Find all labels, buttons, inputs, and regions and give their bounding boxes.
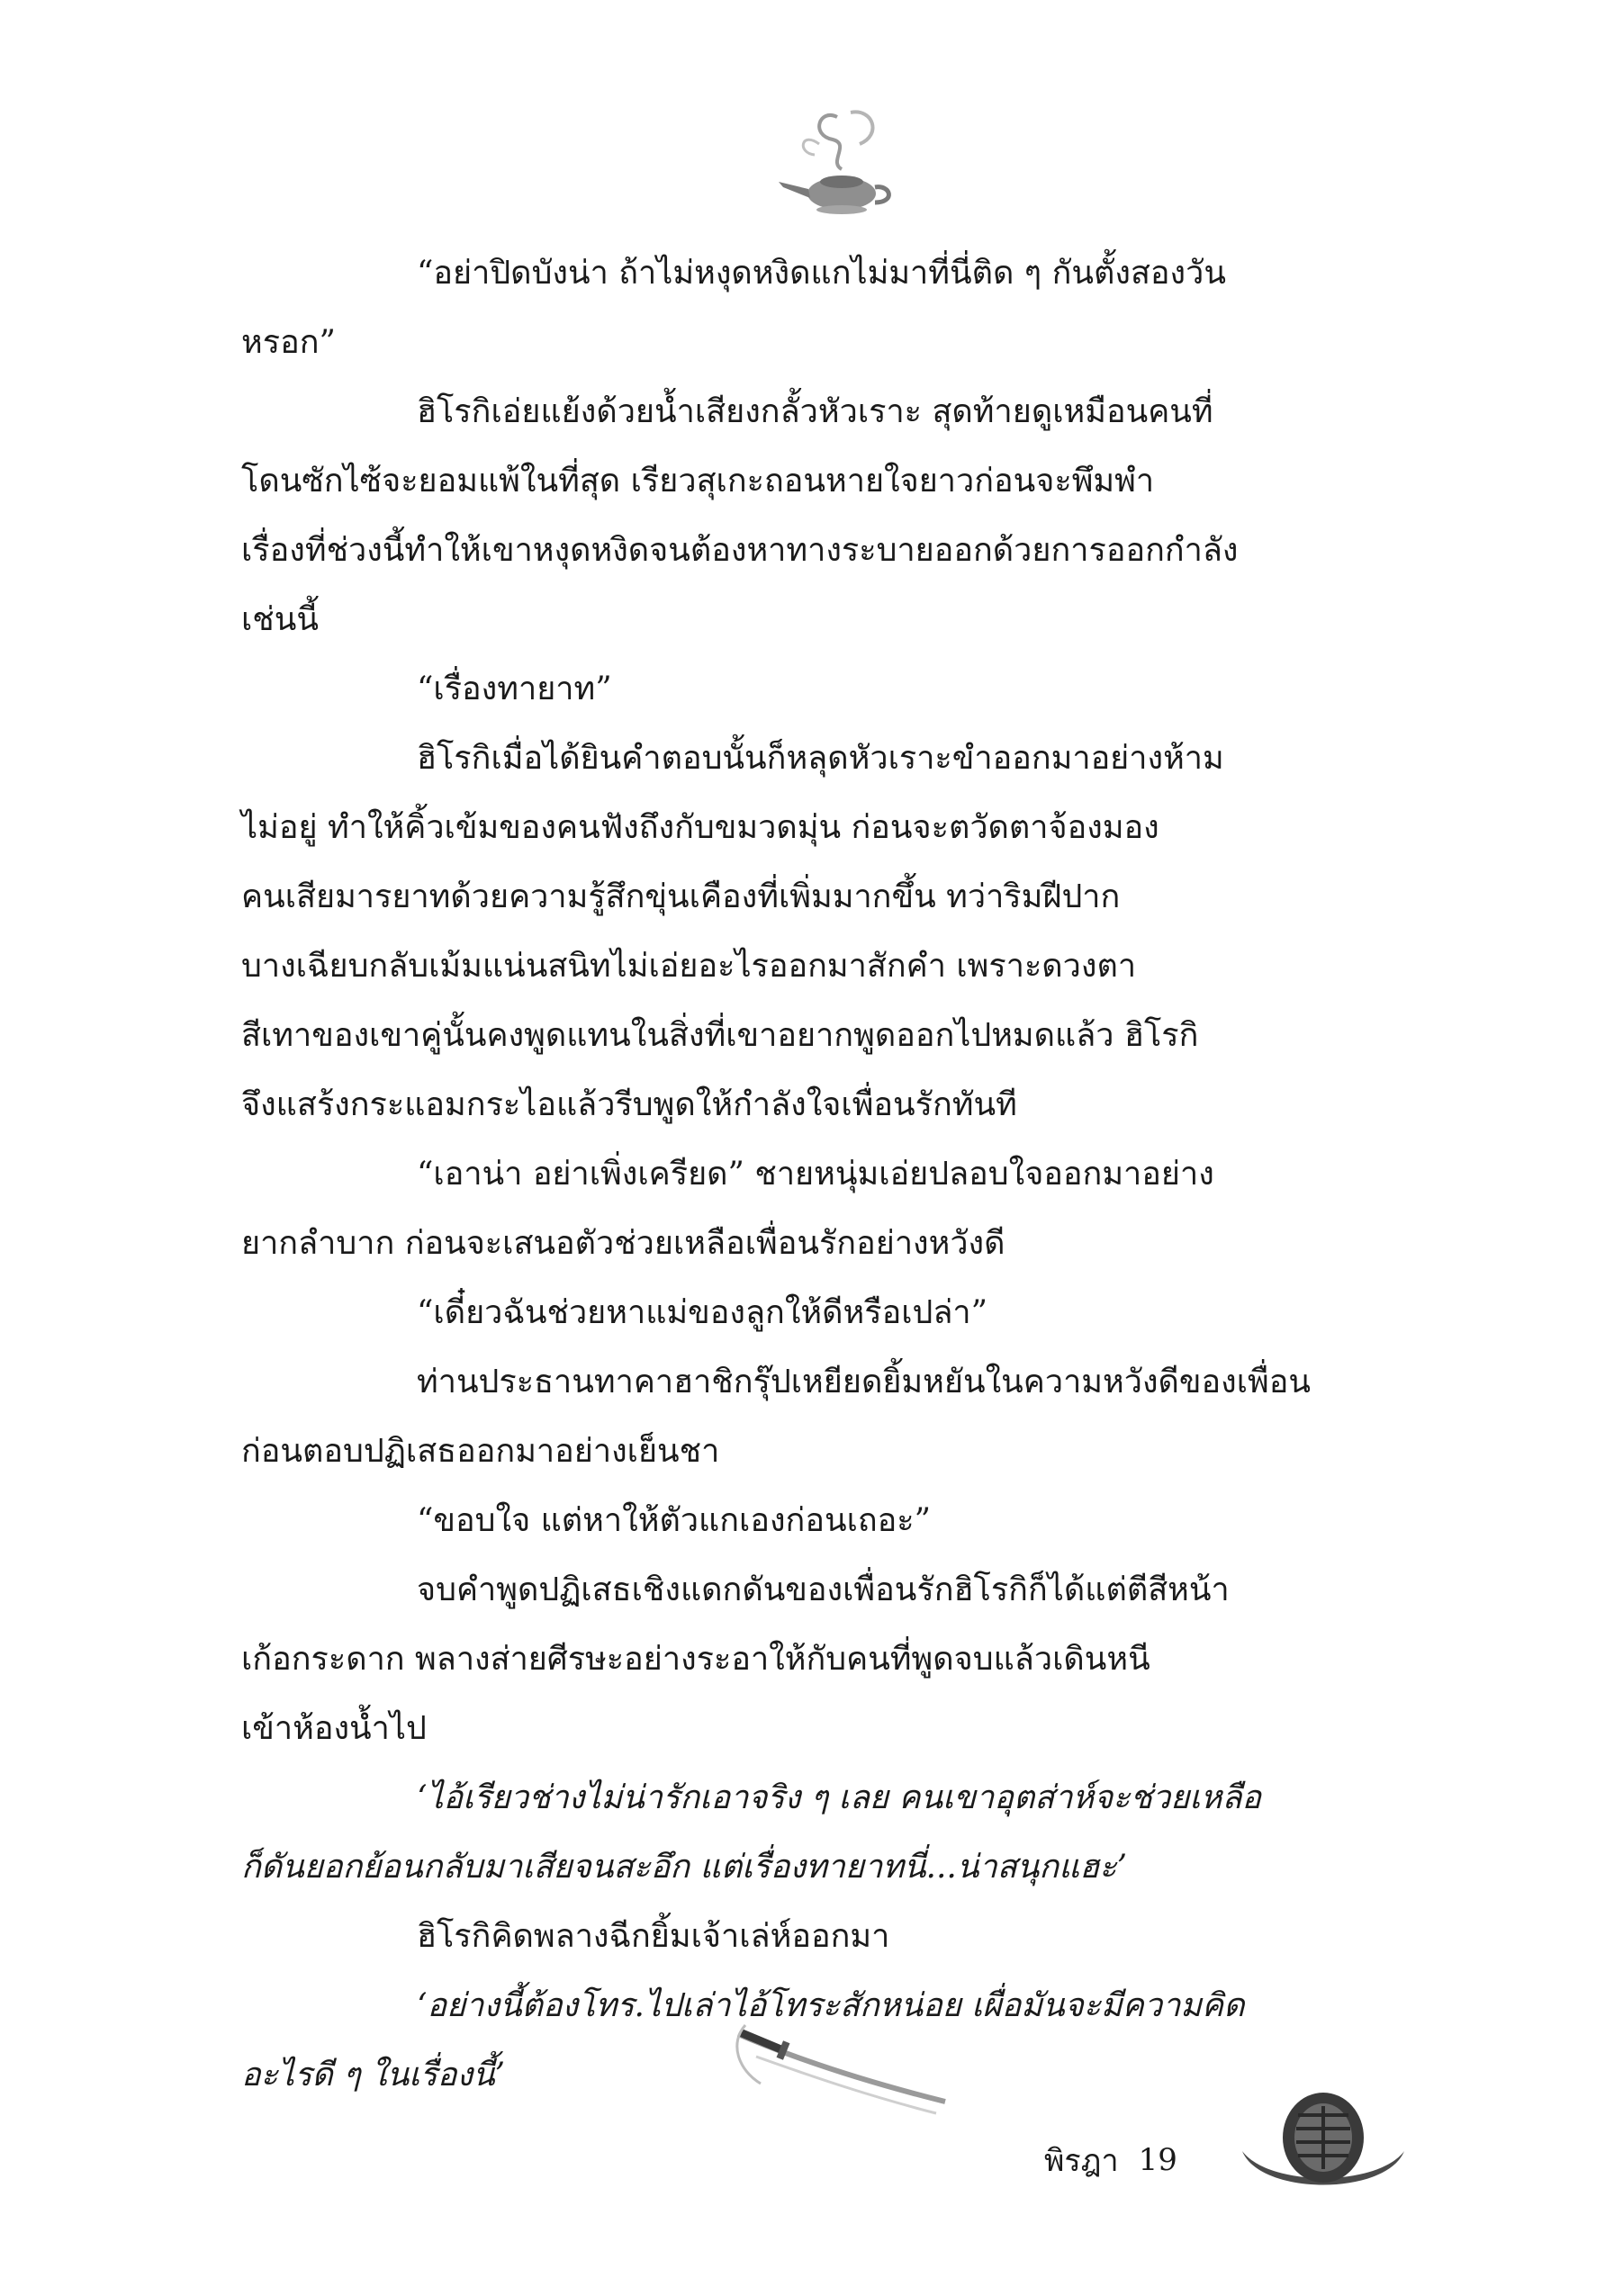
- text-line: ก่อนตอบปฏิเสธออกมาอย่างเย็นชา: [241, 1433, 720, 1470]
- text-line: โดนซักไซ้จะยอมแพ้ในที่สุด เรียวสุเกะถอนหายใจยาวก่อนจะพึมพำ: [241, 463, 1155, 500]
- text-line: “เอาน่า อย่าเพิ่งเครียด” ชายหนุ่มเอ่ยปลอบใจออกมาอย่าง: [417, 1156, 1214, 1193]
- text-line: คนเสียมารยาทด้วยความรู้สึกขุ่นเคืองที่เพิ่มมากขึ้น ทว่าริมฝีปาก: [241, 878, 1121, 915]
- paragraph: [241, 1278, 1383, 1347]
- text-line: ฮิโรกิคิดพลางฉีกยิ้มเจ้าเล่ห์ออกมา: [417, 1918, 890, 1955]
- teapot-icon: [765, 99, 909, 225]
- paragraph: [241, 654, 1383, 724]
- page-number: 19: [1138, 2142, 1177, 2178]
- text-line: “ขอบใจ แต่หาให้ตัวแกเองก่อนเถอะ”: [417, 1502, 932, 1539]
- text-line: เรื่องที่ช่วงนี้ทำให้เขาหงุดหงิดจนต้องหาทางระบายออกด้วยการออกกำลัง: [241, 532, 1239, 569]
- paragraph: [241, 239, 1383, 377]
- text-line: สีเทาของเขาคู่นั้นคงพูดแทนในสิ่งที่เขาอยากพูดออกไปหมดแล้ว ฮิโรกิ: [241, 1017, 1199, 1054]
- text-line: จบคำพูดปฏิเสธเชิงแดกดันของเพื่อนรักฮิโรกิก็ได้แต่ตีสีหน้า: [417, 1571, 1230, 1608]
- text-line: เข้าห้องน้ำไป: [241, 1710, 427, 1747]
- text-line: ‘ไอ้เรียวช่างไม่น่ารักเอาจริง ๆ เลย คนเขาอุตส่าห์จะช่วยเหลือ: [417, 1779, 1262, 1816]
- text-line: จึงแสร้งกระแอมกระไอแล้วรีบพูดให้กำลังใจเพื่อนรักทันที: [241, 1086, 1017, 1123]
- text-line: “เรื่องทายาท”: [417, 671, 612, 707]
- text-line: เก้อกระดาก พลางส่ายศีรษะอย่างระอาให้กับคนที่พูดจบแล้วเดินหนี: [241, 1641, 1150, 1678]
- katana-icon: [720, 2016, 954, 2124]
- paragraph: [241, 724, 1383, 1139]
- text-line: ไม่อยู่ ทำให้คิ้วเข้มของคนฟังถึงกับขมวดมุ่น ก่อนจะตวัดตาจ้องมอง: [241, 809, 1159, 846]
- text-line: “อย่าปิดบังน่า ถ้าไม่หงุดหงิดแกไม่มาที่นี่ติด ๆ กันตั้งสองวัน: [417, 255, 1226, 292]
- text-line: ฮิโรกิเอ่ยแย้งด้วยน้ำเสียงกลั้วหัวเราะ สุดท้ายดูเหมือนคนที่: [417, 393, 1213, 430]
- kendo-mask-icon: [1233, 2088, 1413, 2232]
- paragraph: [241, 1486, 1383, 1555]
- paragraph: [241, 377, 1383, 654]
- text-line: บางเฉียบกลับเม้มแน่นสนิทไม่เอ่ยอะไรออกมาสักคำ เพราะดวงตา: [241, 948, 1137, 985]
- text-line: อะไรดี ๆ ในเรื่องนี้’: [241, 2057, 506, 2093]
- text-line: ‘อย่างนี้ต้องโทร.ไปเล่าไอ้โทระสักหน่อย เผื่อมันจะมีความคิด: [417, 1987, 1245, 2024]
- text-line: เช่นนี้: [241, 601, 319, 638]
- text-line: “เดี๋ยวฉันช่วยหาแม่ของลูกให้ดีหรือเปล่า”: [417, 1294, 988, 1331]
- paragraph: [241, 1555, 1383, 1763]
- text-line: ยากลำบาก ก่อนจะเสนอตัวช่วยเหลือเพื่อนรักอย่างหวังดี: [241, 1225, 1005, 1262]
- paragraph: [241, 1902, 1383, 1971]
- text-line: หรอก”: [241, 324, 336, 361]
- paragraph: [241, 1139, 1383, 1278]
- body-text: [241, 239, 1383, 2110]
- paragraph: [241, 1347, 1383, 1486]
- paragraph: [241, 1763, 1383, 1902]
- author-name: พิรฎา: [1044, 2143, 1119, 2179]
- text-line: ท่านประธานทาคาฮาชิกรุ๊ปเหยียดยิ้มหยันในความหวังดีของเพื่อน: [417, 1364, 1311, 1400]
- text-line: ฮิโรกิเมื่อได้ยินคำตอบนั้นก็หลุดหัวเราะขำออกมาอย่างห้าม: [417, 740, 1224, 777]
- page-footer: [1044, 2124, 1177, 2196]
- text-line: ก็ดันยอกย้อนกลับมาเสียจนสะอึก แต่เรื่องทายาทนี่...น่าสนุกแฮะ’: [241, 1849, 1128, 1886]
